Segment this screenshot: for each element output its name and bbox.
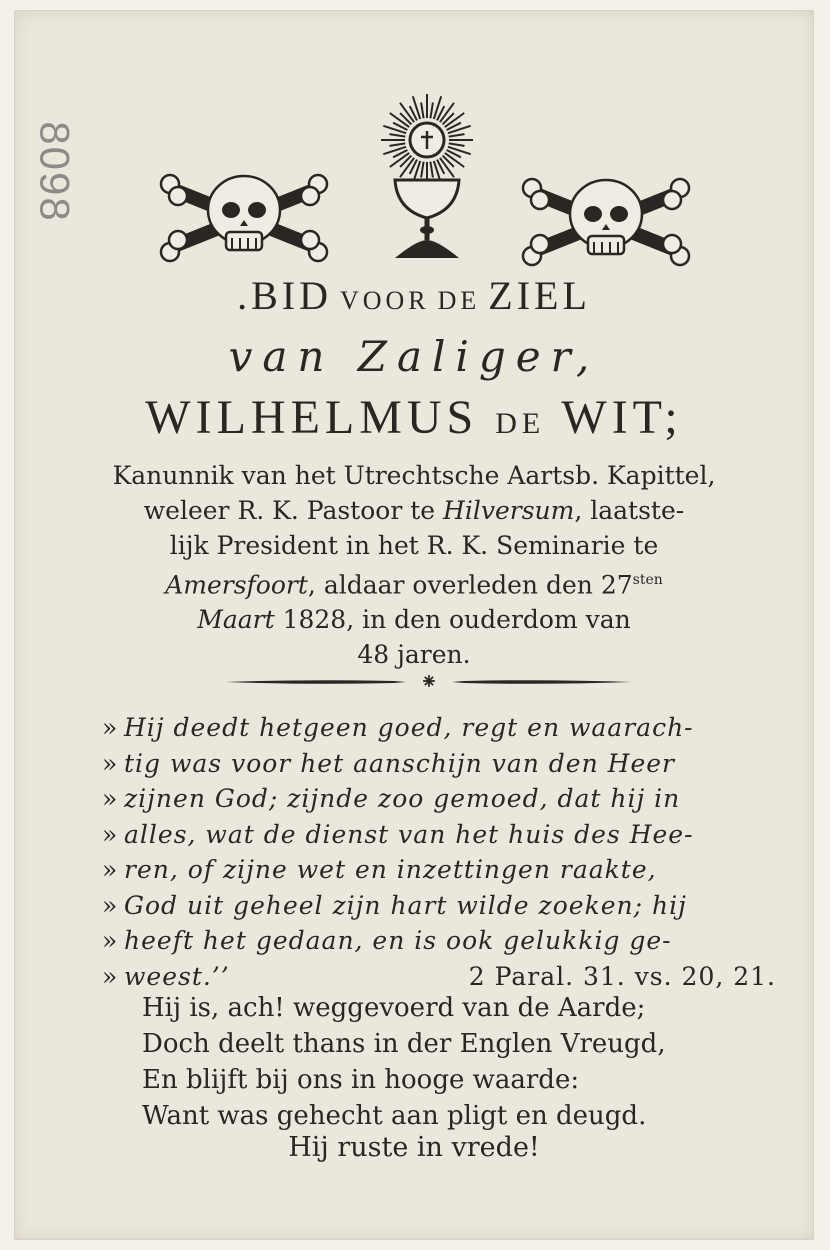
svg-text:⁕: ⁕ [419,672,439,692]
heading-line-1 [14,272,814,319]
place-name: Hilversum [443,496,575,525]
quote-line [102,888,782,924]
quote-text: God uit geheel zijn hart wilde zoeken; hij [124,890,687,920]
bio-text: , aldaar overleden den 27 [307,570,633,600]
quote-mark: » [102,926,119,955]
bio-line [14,602,814,637]
quote-text: weest.’’ [124,961,230,991]
bio-line: lijk President in het R. K. Seminarie te [169,531,659,560]
biography [14,458,814,672]
closing-line: Hij ruste in vrede! [288,1132,540,1163]
place-name: Amersfoort [165,570,308,600]
quote-text: tig was voor het aanschijn van den Heer [124,748,675,778]
memorial-poem [142,990,666,1134]
poem-line: Doch deelt thans in der Englen Vreugd, [142,1029,666,1059]
quote-mark: » [102,855,119,884]
quote-line [102,852,782,888]
bio-text: 1828, in den ouderdom van [282,605,631,635]
quote-text: Hij deedt hetgeen goed, regt en waarach- [124,713,694,742]
bio-line [14,563,814,602]
name-word: WIT; [561,391,683,444]
name-word: DE [495,407,546,440]
bio-line: 48 jaren. [357,640,471,670]
ordinal-suffix: sten [632,572,663,588]
quote-line [102,923,782,959]
skull-crossbones-icon [161,175,327,261]
memorial-card [14,10,814,1240]
ornamental-divider [224,672,634,692]
bio-text: , laatste- [574,496,685,525]
quote-line [102,746,782,782]
quote-text: alles, wat de dienst van het huis des Hee- [124,819,694,849]
quote-mark: » [102,784,119,813]
deceased-name [14,390,814,445]
monstrance-chalice-icon [381,94,473,258]
name-word: WILHELMUS [145,391,479,444]
heading-word: VOOR [339,286,430,315]
skull-crossbones-icon [523,179,689,265]
quote-text: heeft het gedaan, en is ook gelukkig ge- [124,926,672,955]
quote-text: zijnen God; zijnde zoo gemoed, dat hij in [124,784,681,813]
poem-line: En blijft bij ons in hooge waarde: [142,1065,580,1095]
poem-line: Want was gehecht aan pligt en deugd. [142,1101,647,1131]
inventory-number: 8098 [31,121,79,223]
heading-word: .BID [237,273,332,318]
scripture-reference: 2 Paral. 31. vs. 20, 21. [468,961,776,991]
quote-line [102,817,782,853]
month-name: Maart [197,605,275,635]
quote-line [102,710,782,746]
poem-line: Hij is, ach! weggevoerd van de Aarde; [142,993,646,1023]
heading-word: DE [437,286,481,315]
emblem-row [14,10,814,270]
bio-text: weleer R. K. Pastoor te [143,496,436,525]
quote-mark: » [102,748,119,778]
scripture-quote [102,710,782,994]
quote-mark: » [102,890,119,920]
bio-line [14,493,814,528]
quote-mark: » [102,819,119,849]
heading-word: ZIEL [488,273,591,318]
heading-line-2: van Zaliger, [228,332,600,381]
bio-line: Kanunnik van het Utrechtsche Aartsb. Kapittel, [112,461,716,490]
quote-line [102,781,782,817]
quote-line [102,959,782,995]
quote-text: ren, of zijne wet en inzettingen raakte, [124,855,657,884]
quote-mark: » [102,961,119,991]
quote-mark: » [102,713,119,742]
